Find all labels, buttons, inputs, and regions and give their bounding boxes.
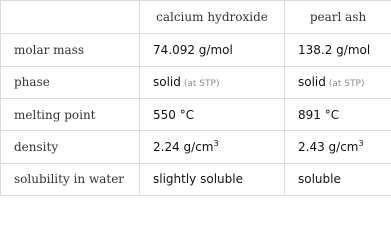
row-label: molar mass	[14, 42, 84, 57]
value-text: soluble	[298, 172, 341, 187]
header-cell-calcium-hydroxide	[140, 1, 285, 34]
condition-note: (at STP)	[328, 79, 365, 90]
value-cell	[285, 98, 391, 130]
table-header-row	[1, 1, 391, 34]
header-calcium-hydroxide: calcium hydroxide	[156, 10, 268, 25]
value-cell	[285, 163, 391, 195]
table-row-density	[1, 131, 391, 163]
row-label: density	[14, 139, 59, 154]
value-cell	[285, 34, 391, 66]
unit-exponent: 3	[358, 138, 364, 148]
value-text: 2.43 $g/cm^3$	[298, 138, 364, 154]
value-cell	[140, 66, 285, 98]
row-label: phase	[14, 75, 50, 90]
value-text: 2.24 $g/cm^3$	[153, 138, 219, 154]
condition-note: (at STP)	[183, 79, 220, 90]
value-text: 891 °C	[298, 107, 340, 122]
value-text: solid	[298, 75, 326, 90]
row-label: solubility in water	[14, 172, 125, 187]
row-label-cell	[1, 66, 140, 98]
value-cell	[285, 131, 391, 163]
value-text: slightly soluble	[153, 172, 243, 187]
table-row-molar-mass	[1, 34, 391, 66]
value-cell	[140, 163, 285, 195]
unit-exponent: 3	[213, 138, 219, 148]
header-cell-empty	[1, 1, 140, 34]
value-cell	[140, 34, 285, 66]
value-cell	[140, 98, 285, 130]
row-label-cell	[1, 163, 140, 195]
value-text: 138.2 g/mol	[298, 42, 371, 57]
row-label: melting point	[14, 107, 96, 122]
value-cell	[285, 66, 391, 98]
value-text: 74.092 g/mol	[153, 42, 233, 57]
table-row-solubility	[1, 163, 391, 195]
table-row-phase	[1, 66, 391, 98]
value-cell	[140, 131, 285, 163]
header-pearl-ash: pearl ash	[309, 10, 367, 25]
row-label-cell	[1, 131, 140, 163]
row-label-cell	[1, 34, 140, 66]
value-text: solid	[153, 75, 181, 90]
value-text: 550 °C	[153, 107, 195, 122]
header-cell-pearl-ash	[285, 1, 391, 34]
row-label-cell	[1, 98, 140, 130]
table-row-melting-point	[1, 98, 391, 130]
